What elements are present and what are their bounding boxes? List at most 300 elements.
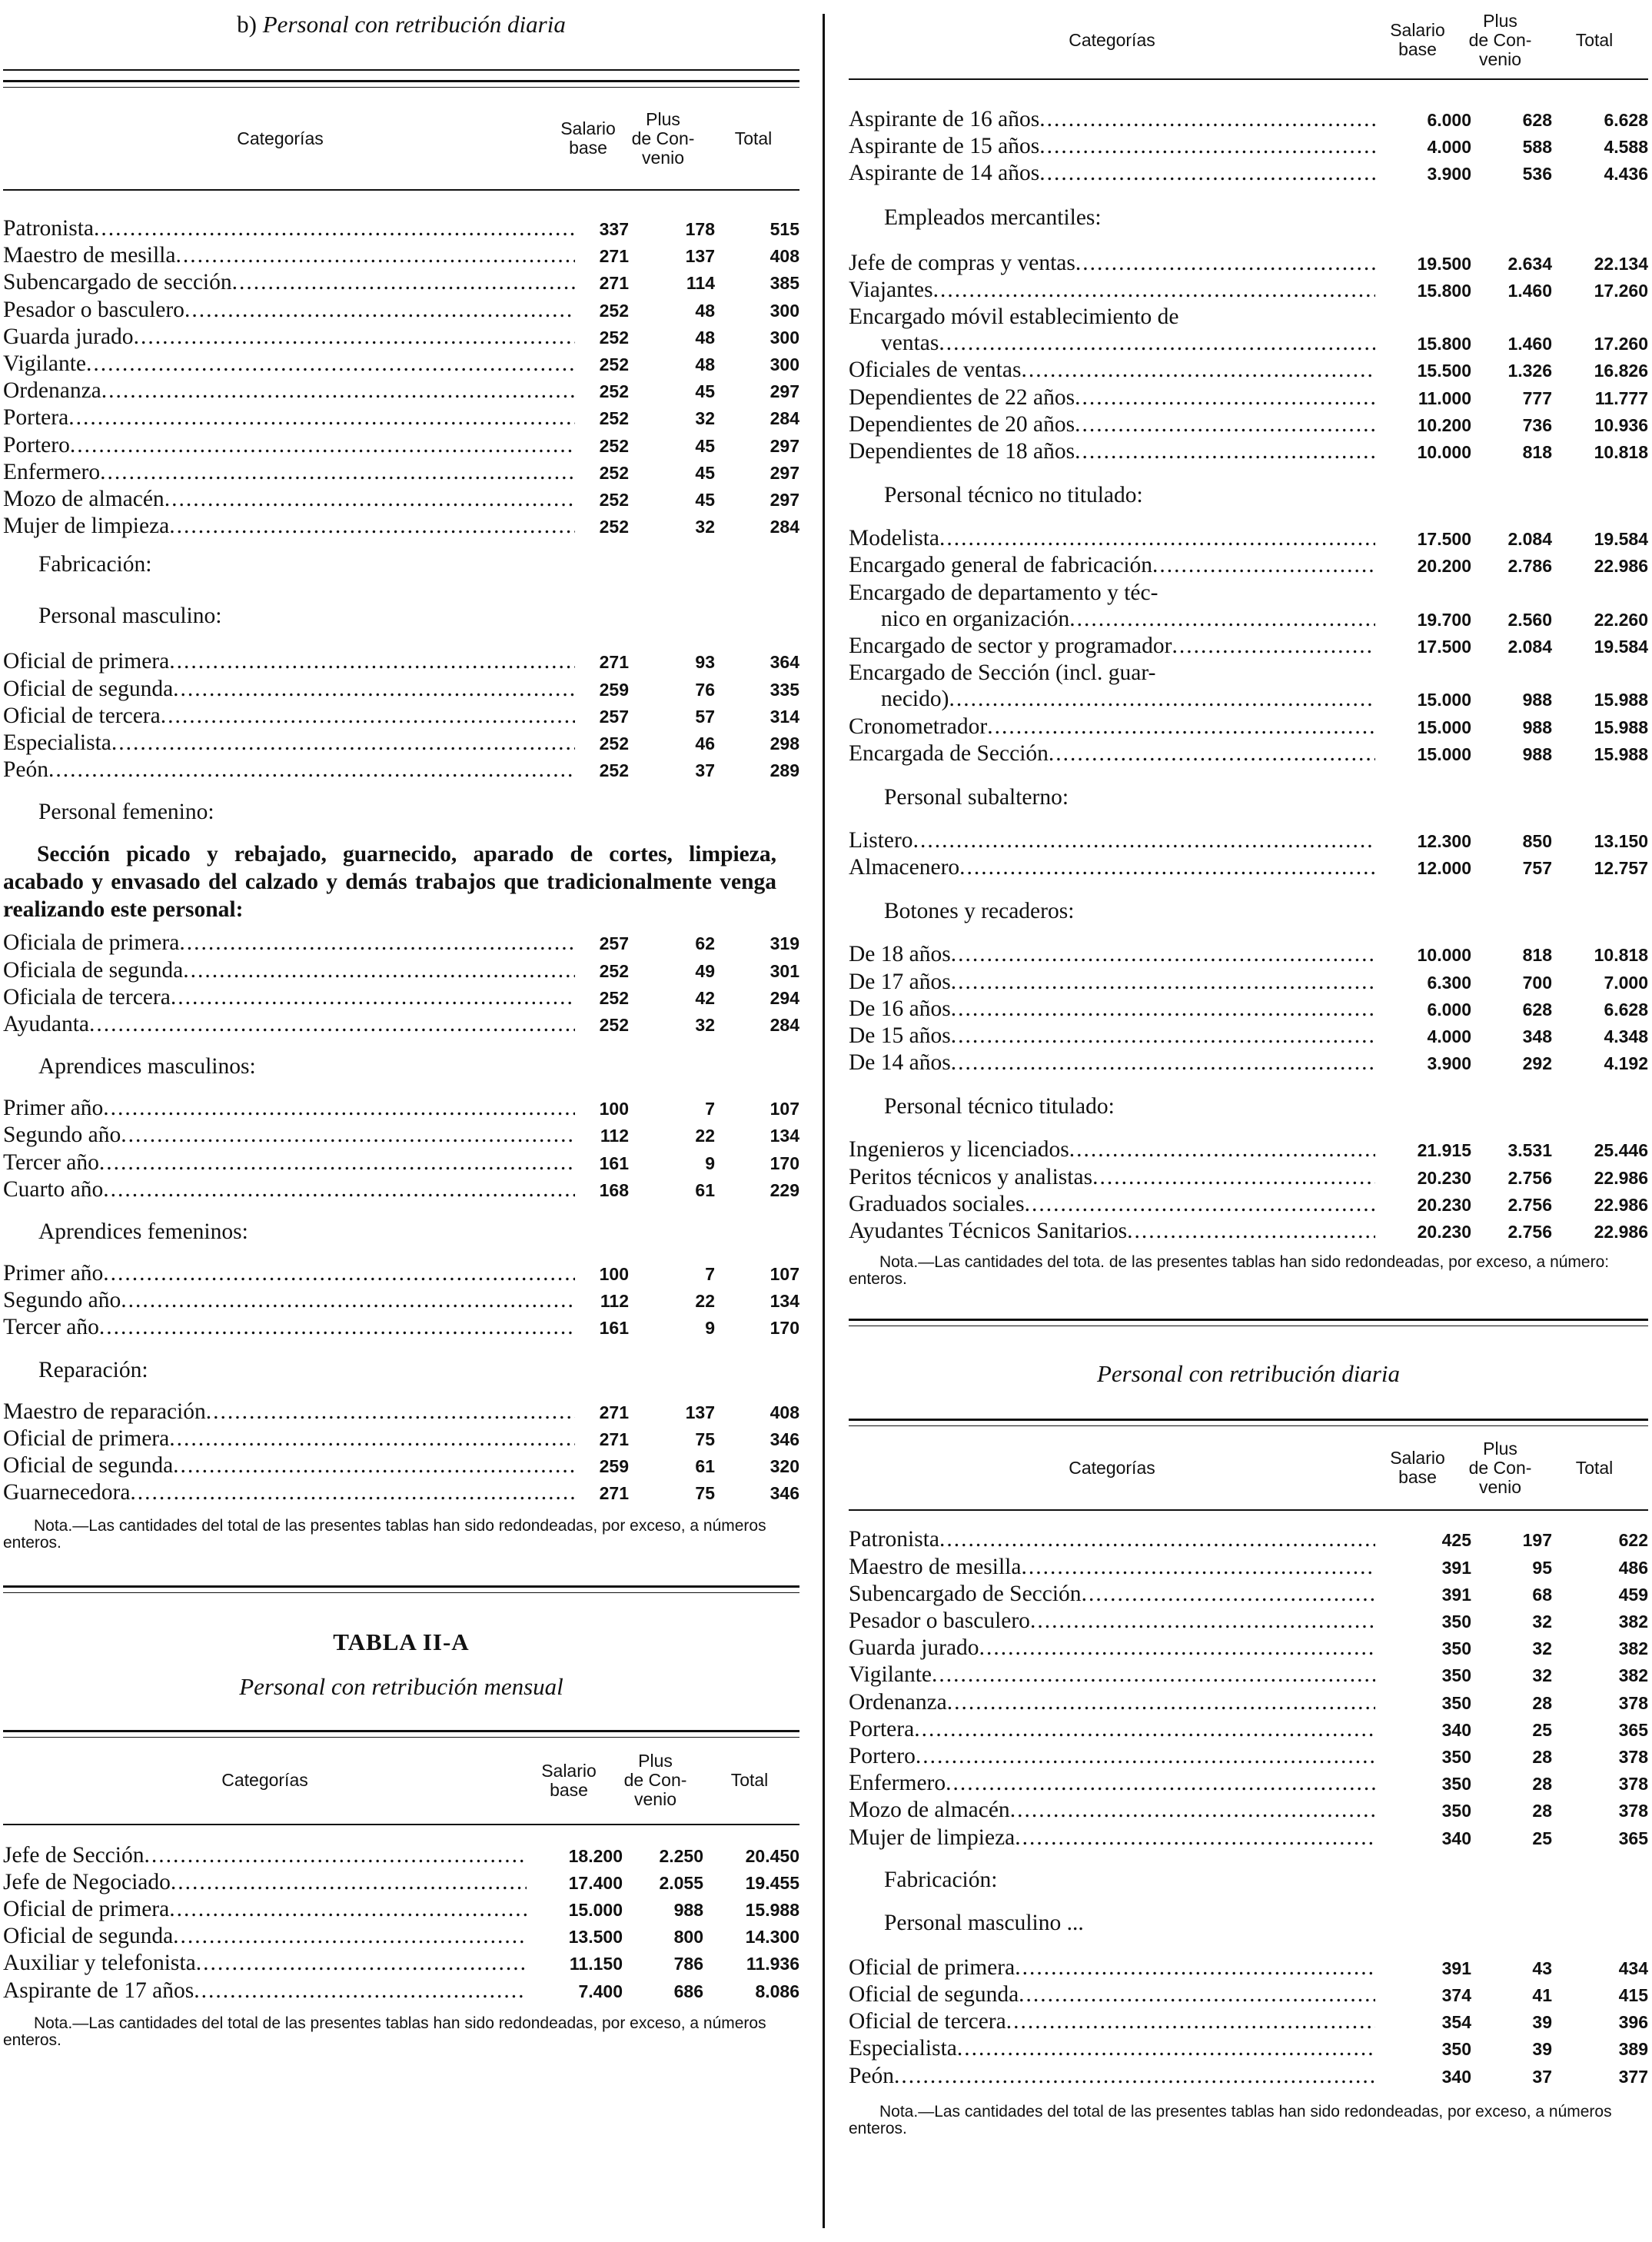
cell-plus: 28 [1532, 1774, 1552, 1795]
cell-plus: 686 [673, 1981, 703, 2001]
section-label: Empleados mercantiles: [884, 205, 1102, 230]
row-label: Aspirante de 17 años ..... [3, 1978, 527, 2004]
table-title: TABLA II-A [333, 1628, 470, 1655]
cell-total: 6.628 [1604, 999, 1648, 1020]
cell-plus: 2.084 [1507, 529, 1552, 550]
row-label: Ordenanza ..... [849, 1689, 1375, 1715]
cell-total: 459 [1618, 1584, 1648, 1605]
table-row [849, 1662, 1648, 1688]
cell-salario: 112 [600, 1291, 629, 1312]
cell-total: 382 [1618, 1611, 1648, 1632]
cell-salario: 350 [1441, 1774, 1471, 1795]
row-label: Primer año ..... [3, 1095, 575, 1121]
table-row [849, 1825, 1648, 1851]
table-row [3, 513, 799, 540]
cell-total: 19.584 [1594, 529, 1648, 550]
cell-salario: 340 [1441, 1828, 1471, 1848]
section-label: Fabricación: [884, 1867, 998, 1892]
table-row [849, 1635, 1648, 1662]
table-body [849, 633, 1648, 660]
table-row [849, 1689, 1648, 1716]
cell-salario: 20.230 [1417, 1167, 1471, 1188]
cell-salario: 252 [599, 381, 629, 402]
cell-total: 107 [769, 1264, 799, 1285]
table-row [3, 1842, 799, 1869]
cell-plus: 42 [695, 987, 715, 1008]
cell-salario: 252 [599, 327, 629, 348]
cell-plus: 2.560 [1507, 609, 1552, 630]
cell-salario: 259 [599, 679, 629, 700]
cell-total: 170 [769, 1318, 799, 1339]
cell-total: 284 [769, 517, 799, 537]
table-row [849, 552, 1648, 579]
row-label: Guarnecedora ..... [3, 1479, 575, 1505]
table-body [3, 1399, 799, 1507]
cell-total: 15.988 [1594, 743, 1648, 764]
table-row [849, 969, 1648, 996]
table-row [849, 996, 1648, 1023]
row-label: Enfermero ..... [3, 459, 575, 485]
table-body [3, 215, 799, 540]
row-label: Modelista ..... [849, 525, 1375, 551]
cell-salario: 391 [1441, 1958, 1471, 1978]
cell-salario: 271 [599, 652, 629, 673]
cell-plus: 32 [695, 517, 715, 537]
table-header [849, 2, 1648, 78]
cell-salario: 11.000 [1418, 388, 1471, 408]
cell-total: 289 [769, 760, 799, 781]
table-row [849, 714, 1648, 740]
col-categorias: Categorías [237, 128, 324, 148]
cell-salario: 13.500 [568, 1927, 623, 1948]
cell-total: 382 [1618, 1638, 1648, 1659]
table-row [3, 1869, 799, 1896]
cell-plus: 988 [1522, 717, 1552, 737]
cell-total: 284 [769, 408, 799, 429]
cell-salario: 350 [1441, 1692, 1471, 1713]
note: Nota.—Las cantidades del total de las presentes tablas han sido redondeadas, por exceso, a números enteros. [849, 2102, 1612, 2137]
cell-salario: 340 [1441, 2066, 1471, 2087]
row-label: Pesador o basculero ..... [849, 1608, 1375, 1634]
row-label: Especialista ..... [849, 2035, 1375, 2061]
table-row [849, 854, 1648, 881]
row-label: Guarda jurado ..... [3, 324, 575, 350]
cell-plus: 48 [695, 327, 715, 348]
table-row [849, 357, 1648, 384]
cell-total: 10.936 [1594, 414, 1648, 435]
cell-salario: 252 [599, 354, 629, 375]
cell-plus: 32 [695, 408, 715, 429]
cell-salario: 425 [1441, 1530, 1471, 1551]
note: Nota.—Las cantidades del tota. de las presentes tablas han sido redondeadas, por exceso, a número: enteros. [849, 1253, 1610, 1289]
cell-salario: 350 [1441, 1746, 1471, 1767]
cell-total: 16.826 [1594, 361, 1648, 381]
table-row [849, 1136, 1648, 1163]
row-label: Oficial de primera ..... [849, 1954, 1375, 1981]
cell-salario: 6.000 [1427, 110, 1471, 130]
row-label: Auxiliar y telefonista ..... [3, 1950, 527, 1976]
row-label: Oficial de segunda ..... [849, 1981, 1375, 2007]
table-row [3, 1923, 799, 1950]
row-label: Segundo año ..... [3, 1287, 575, 1313]
table-row [849, 250, 1648, 277]
table-row [3, 1122, 799, 1149]
table-row [3, 459, 799, 486]
cell-plus: 2.756 [1507, 1194, 1552, 1215]
row-label: Oficiala de segunda ..... [3, 957, 575, 983]
cell-plus: 2.756 [1507, 1167, 1552, 1188]
row-label: Cuarto año ..... [3, 1176, 575, 1202]
cell-plus: 25 [1532, 1719, 1552, 1740]
cell-total: 622 [1618, 1530, 1648, 1551]
cell-total: 294 [769, 987, 799, 1008]
cell-salario: 17.500 [1417, 529, 1471, 550]
row-label: Patronista ..... [3, 215, 575, 241]
cell-salario: 257 [599, 706, 629, 727]
cell-salario: 20.200 [1417, 556, 1471, 577]
table-body [3, 1842, 799, 2004]
table-row [849, 1608, 1648, 1635]
cell-total: 297 [769, 462, 799, 483]
table-row [849, 1954, 1648, 1981]
cell-total: 378 [1618, 1801, 1648, 1821]
cell-salario: 4.000 [1427, 1026, 1471, 1047]
cell-total: 319 [769, 933, 799, 954]
table-row [3, 297, 799, 324]
table-row [3, 404, 799, 431]
table-body [849, 941, 1648, 1076]
table-row [3, 1425, 799, 1452]
col-categorias: Categorías [221, 1770, 308, 1790]
cell-salario: 252 [599, 462, 629, 483]
row-label: Dependientes de 22 años ..... [849, 384, 1375, 411]
cell-total: 229 [769, 1179, 799, 1200]
note: Nota.—Las cantidades del total de las presentes tablas han sido redondeadas, por exceso, a números enteros. [3, 2014, 766, 2049]
row-label: Jefe de Sección ..... [3, 1842, 527, 1868]
cell-plus: 988 [1522, 690, 1552, 710]
row-label: De 16 años ..... [849, 996, 1375, 1022]
section-heading-monthly: Personal con retribución mensual [239, 1672, 563, 1700]
row-label: Patronista ..... [849, 1526, 1375, 1552]
table-row [3, 1399, 799, 1425]
cell-total: 378 [1618, 1692, 1648, 1713]
cell-salario: 6.000 [1427, 999, 1471, 1020]
cell-total: 297 [769, 435, 799, 456]
row-label: Ayudanta ..... [3, 1011, 575, 1037]
cell-total: 11.936 [746, 1954, 799, 1974]
section-label: Personal técnico no titulado: [884, 483, 1143, 508]
cell-salario: 252 [599, 1015, 629, 1036]
row-label: ventas ..... [849, 330, 1375, 356]
cell-plus: 9 [705, 1153, 715, 1173]
cell-plus: 45 [695, 381, 715, 402]
section-label: Personal técnico titulado: [884, 1094, 1115, 1119]
cell-salario: 252 [599, 733, 629, 754]
table-row [849, 384, 1648, 411]
table-row [3, 1287, 799, 1314]
cell-total: 12.757 [1594, 858, 1648, 879]
cell-total: 300 [769, 300, 799, 321]
cell-plus: 45 [695, 435, 715, 456]
cell-plus: 28 [1532, 1801, 1552, 1821]
row-label: Aspirante de 16 años ..... [849, 106, 1375, 132]
cell-total: 301 [769, 960, 799, 981]
table-row: Encargado de Sección (incl. guar- [849, 660, 1156, 686]
row-label: Peritos técnicos y analistas ..... [849, 1164, 1375, 1190]
cell-total: 15.988 [1594, 717, 1648, 737]
cell-salario: 257 [599, 933, 629, 954]
col-total: Total [1575, 1457, 1614, 1478]
cell-plus: 28 [1532, 1692, 1552, 1713]
cell-salario: 350 [1441, 2039, 1471, 2060]
table-row [3, 984, 799, 1011]
cell-plus: 48 [695, 300, 715, 321]
table-row [3, 1149, 799, 1176]
cell-salario: 252 [599, 408, 629, 429]
cell-salario: 337 [599, 219, 629, 239]
row-label: Primer año ..... [3, 1260, 575, 1286]
section-label: Botones y recaderos: [884, 899, 1075, 924]
row-label: Ordenanza ..... [3, 378, 575, 404]
row-label: Encargado general de fabricación ..... [849, 552, 1375, 578]
cell-total: 378 [1618, 1746, 1648, 1767]
table-body [3, 1095, 799, 1203]
cell-plus: 93 [695, 652, 715, 673]
table-row [3, 757, 799, 783]
cell-salario: 252 [599, 987, 629, 1008]
cell-total: 15.988 [1594, 690, 1648, 710]
cell-plus: 25 [1532, 1828, 1552, 1848]
cell-salario: 252 [599, 300, 629, 321]
cell-salario: 112 [600, 1126, 629, 1146]
cell-salario: 15.500 [1417, 361, 1471, 381]
table-row [3, 1950, 799, 1977]
right-column [849, 0, 1648, 2137]
table-row [849, 941, 1648, 968]
cell-plus: 700 [1522, 972, 1552, 993]
cell-salario: 340 [1441, 1719, 1471, 1740]
table-row: Encargado de departamento y téc- [849, 580, 1158, 605]
cell-total: 22.986 [1594, 1222, 1648, 1242]
row-label: Portera ..... [3, 404, 575, 431]
table-body [849, 660, 1648, 686]
table-row [849, 2063, 1648, 2090]
table-row [3, 486, 799, 513]
row-label: Mujer de limpieza ..... [3, 513, 575, 539]
table-row [849, 740, 1648, 767]
cell-plus: 37 [1532, 2066, 1552, 2087]
row-label: Vigilante ..... [849, 1662, 1375, 1688]
cell-total: 22.986 [1594, 556, 1648, 577]
cell-plus: 757 [1522, 858, 1552, 879]
table-body [849, 606, 1648, 633]
cell-salario: 271 [599, 1402, 629, 1422]
cell-plus: 9 [705, 1318, 715, 1339]
table-row [849, 277, 1648, 304]
cell-plus: 1.460 [1507, 280, 1552, 301]
cell-plus: 75 [695, 1429, 715, 1449]
table-row [849, 525, 1648, 552]
cell-salario: 17.500 [1417, 637, 1471, 657]
cell-plus: 22 [695, 1291, 715, 1312]
row-label: Ingenieros y licenciados ..... [849, 1136, 1375, 1163]
double-rule [3, 1585, 799, 1593]
cell-total: 22.986 [1594, 1167, 1648, 1188]
row-label: De 17 años ..... [849, 969, 1375, 995]
cell-total: 17.260 [1594, 334, 1648, 354]
cell-total: 389 [1618, 2039, 1648, 2060]
table-row [3, 1896, 799, 1923]
col-total: Total [1575, 29, 1614, 50]
cell-salario: 252 [599, 517, 629, 537]
cell-plus: 818 [1522, 442, 1552, 463]
row-label: Guarda jurado ..... [849, 1635, 1375, 1661]
cell-salario: 252 [599, 760, 629, 781]
cell-salario: 350 [1441, 1801, 1471, 1821]
cell-salario: 252 [599, 435, 629, 456]
cell-plus: 1.460 [1507, 334, 1552, 354]
cell-total: 382 [1618, 1665, 1648, 1686]
heading-label: b) [237, 11, 257, 38]
table-row [849, 1218, 1648, 1245]
row-label: Cronometrador ..... [849, 714, 1375, 740]
cell-total: 415 [1618, 1984, 1648, 2005]
table-row [3, 730, 799, 757]
cell-total: 434 [1618, 1958, 1648, 1978]
cell-salario: 15.000 [568, 1899, 623, 1920]
double-rule [3, 1730, 799, 1738]
cell-plus: 800 [673, 1927, 703, 1948]
cell-salario: 18.200 [568, 1845, 623, 1866]
row-label: De 18 años ..... [849, 941, 1375, 967]
row-label: Oficial de segunda ..... [3, 1923, 527, 1949]
cell-plus: 45 [695, 490, 715, 511]
cell-plus: 2.055 [659, 1872, 703, 1893]
cell-plus: 137 [685, 246, 715, 267]
cell-salario: 168 [599, 1179, 629, 1200]
table-row [3, 1260, 799, 1287]
cell-total: 297 [769, 381, 799, 402]
table-row [849, 1581, 1648, 1608]
cell-salario: 271 [599, 246, 629, 267]
cell-plus: 818 [1522, 945, 1552, 966]
cell-total: 396 [1618, 2012, 1648, 2033]
cell-total: 22.986 [1594, 1194, 1648, 1215]
cell-total: 10.818 [1594, 945, 1648, 966]
table-row [849, 2035, 1648, 2062]
row-label: nico en organización ..... [849, 606, 1375, 632]
cell-plus: 32 [1532, 1638, 1552, 1659]
row-label: Oficial de primera ..... [3, 1425, 575, 1452]
table-row [849, 1716, 1648, 1743]
section-label: Personal masculino: [38, 604, 222, 629]
row-label: De 15 años ..... [849, 1023, 1375, 1049]
cell-plus: 2.084 [1507, 637, 1552, 657]
cell-salario: 20.230 [1417, 1222, 1471, 1242]
row-label: Encargada de Sección ..... [849, 740, 1375, 767]
row-label: Vigilante ..... [3, 351, 575, 377]
cell-salario: 10.200 [1417, 414, 1471, 435]
cell-total: 346 [769, 1483, 799, 1504]
cell-plus: 988 [673, 1899, 703, 1920]
section-label: Aprendices masculinos: [38, 1054, 256, 1079]
cell-plus: 2.786 [1507, 556, 1552, 577]
row-label: Oficial de segunda ..... [3, 1452, 575, 1479]
cell-salario: 10.000 [1417, 945, 1471, 966]
cell-plus: 45 [695, 462, 715, 483]
section-label: Personal subalterno: [884, 785, 1069, 810]
table-row [3, 215, 799, 242]
heading-text: Personal con retribución diaria [262, 11, 566, 38]
cell-salario: 10.000 [1417, 442, 1471, 463]
row-label: Oficial de primera ..... [3, 1896, 527, 1922]
row-label: Oficial de tercera ..... [3, 703, 575, 729]
cell-salario: 17.400 [568, 1872, 623, 1893]
cell-plus: 75 [695, 1483, 715, 1504]
table-body [849, 580, 1648, 606]
table-row [3, 324, 799, 351]
row-label: Maestro de mesilla ..... [3, 242, 575, 268]
table-body [849, 714, 1648, 767]
left-column [3, 0, 799, 2049]
cell-total: 300 [769, 354, 799, 375]
paragraph-fem: Sección picado y rebajado, guarnecido, aparado de cortes, limpieza, acabado y envasado del calzado y demás trabajos que tradicionalmente venga realizando este personal: [3, 842, 776, 923]
table-row [3, 703, 799, 730]
cell-total: 378 [1618, 1774, 1648, 1795]
cell-salario: 350 [1441, 1611, 1471, 1632]
cell-salario: 15.000 [1417, 717, 1471, 737]
double-rule [849, 1319, 1648, 1326]
cell-plus: 2.634 [1507, 253, 1552, 274]
cell-salario: 3.900 [1427, 1053, 1471, 1074]
row-label: Oficiala de tercera ..... [3, 984, 575, 1010]
cell-salario: 21.915 [1417, 1140, 1471, 1161]
cell-plus: 3.531 [1507, 1140, 1552, 1161]
section-label: Fabricación: [38, 552, 152, 577]
row-label: Jefe de Negociado ..... [3, 1869, 527, 1895]
cell-plus: 7 [705, 1264, 715, 1285]
table-row [849, 438, 1648, 465]
row-label: Oficial de segunda ..... [3, 676, 575, 702]
row-label: Jefe de compras y ventas ..... [849, 250, 1375, 276]
cell-total: 4.348 [1604, 1026, 1648, 1047]
row-label: Viajantes ..... [849, 277, 1375, 303]
table-body [849, 1954, 1648, 2090]
section-label: Reparación: [38, 1357, 148, 1382]
cell-salario: 391 [1441, 1584, 1471, 1605]
cell-plus: 57 [695, 706, 715, 727]
row-label: Subencargado de Sección ..... [849, 1581, 1375, 1607]
cell-plus: 777 [1522, 388, 1552, 408]
cell-salario: 15.800 [1417, 334, 1471, 354]
row-label: Especialista ..... [3, 730, 575, 756]
cell-total: 134 [769, 1126, 799, 1146]
cell-salario: 19.700 [1417, 609, 1471, 630]
column-divider [823, 14, 825, 2228]
cell-total: 22.260 [1594, 609, 1648, 630]
section-label: Personal femenino: [38, 800, 214, 825]
cell-salario: 3.900 [1427, 164, 1471, 185]
cell-plus: 37 [695, 760, 715, 781]
col-total: Total [734, 128, 773, 148]
cell-plus: 39 [1532, 2012, 1552, 2033]
cell-plus: 850 [1522, 831, 1552, 852]
cell-salario: 161 [599, 1318, 629, 1339]
table-row [3, 1011, 799, 1038]
row-label: Almacenero ..... [849, 854, 1375, 880]
cell-plus: 39 [1532, 2039, 1552, 2060]
cell-plus: 114 [686, 273, 715, 294]
